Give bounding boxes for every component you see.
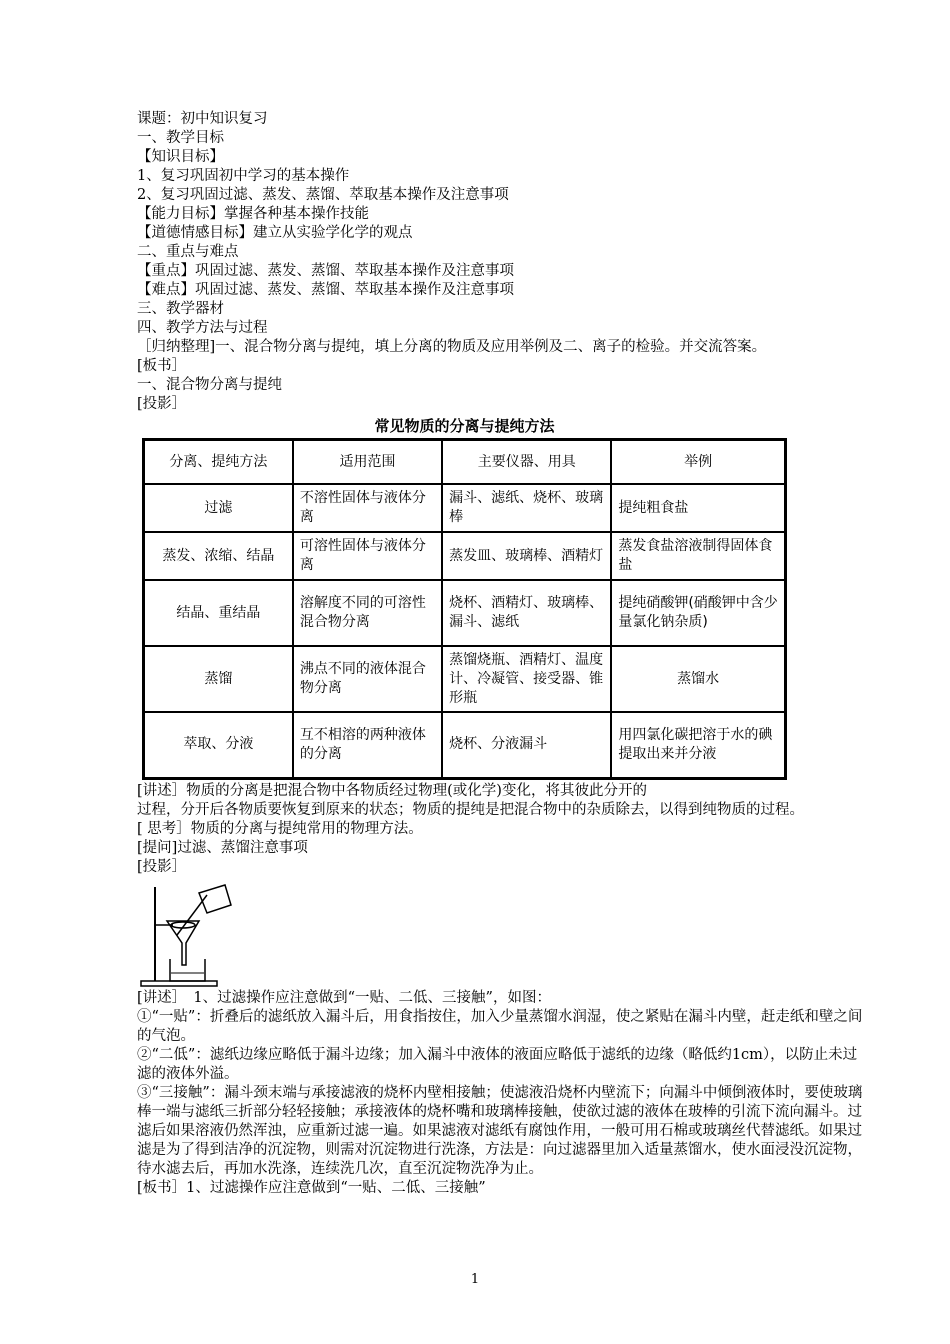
table-header-cell: 主要仪器、用具: [442, 440, 611, 485]
table-cell: 提纯硝酸钾(硝酸钾中含少量氯化钠杂质): [611, 580, 785, 646]
section-heading: 二、重点与难点: [137, 244, 239, 260]
text-line: [ 思考］物质的分离与提纯常用的物理方法。: [137, 820, 423, 837]
lecture-section: [137, 782, 867, 877]
filtration-notes: [137, 989, 867, 1198]
table-cell: 用四氯化碳把溶于水的碘提取出来并分液: [611, 712, 785, 778]
table-cell: 蒸发食盐溶液制得固体食盐: [611, 532, 785, 580]
table-cell: 蒸发、浓缩、结晶: [144, 532, 293, 580]
text-line: [投影］: [137, 858, 187, 875]
lesson-title: 课题：初中知识复习: [137, 111, 268, 127]
table-cell: 过滤: [144, 484, 293, 532]
table-cell: 烧杯、分液漏斗: [442, 712, 611, 778]
table-header-cell: 分离、提纯方法: [144, 440, 293, 485]
table-header-row: [144, 440, 786, 485]
section-heading: 一、教学目标: [137, 130, 224, 146]
text-line: 2、复习巩固过滤、蒸发、蒸馏、萃取基本操作及注意事项: [137, 187, 509, 203]
table-cell: 蒸馏: [144, 646, 293, 712]
text-paragraph: [讲述］ 1、过滤操作应注意做到“一贴、二低、三接触”，如图：: [137, 989, 551, 1006]
filtration-apparatus-figure: [137, 881, 867, 989]
text-line: 【道德情感目标】建立从实验学化学的观点: [137, 225, 413, 241]
table-row: [144, 646, 786, 712]
text-line: 【重点】巩固过滤、蒸发、蒸馏、萃取基本操作及注意事项: [137, 263, 514, 279]
separation-methods-table: [142, 438, 787, 780]
table-cell: 提纯粗食盐: [611, 484, 785, 532]
text-line: [投影］: [137, 396, 187, 412]
text-line: 【难点】巩固过滤、蒸发、蒸馏、萃取基本操作及注意事项: [137, 282, 514, 298]
table-cell: 沸点不同的液体混合物分离: [293, 646, 442, 712]
table-cell: 互不相溶的两种液体的分离: [293, 712, 442, 778]
table-cell: 不溶性固体与液体分离: [293, 484, 442, 532]
table-cell: 蒸馏水: [611, 646, 785, 712]
table-header-cell: 适用范围: [293, 440, 442, 485]
table-cell: 蒸馏烧瓶、酒精灯、温度计、冷凝管、接受器、锥形瓶: [442, 646, 611, 712]
table-row: [144, 580, 786, 646]
page-number: 1: [470, 1272, 480, 1287]
table-cell: 蒸发皿、玻璃棒、酒精灯: [442, 532, 611, 580]
table-cell: 漏斗、滤纸、烧杯、玻璃棒: [442, 484, 611, 532]
table-row: [144, 484, 786, 532]
text-line: 1、复习巩固初中学习的基本操作: [137, 168, 350, 184]
filtration-apparatus-icon: [137, 881, 237, 989]
text-paragraph: ③“三接触”：漏斗颈末端与承接滤液的烧杯内壁相接触；使滤液沿烧杯内壁流下；向漏斗中倾倒液体时，要使玻璃棒一端与滤纸三折部分轻轻接触；承接液体的烧杯嘴和玻璃棒接触，使欲过滤的液体在玻棒的引流下流向漏斗。过滤后如果溶液仍然浑浊，应重新过滤一遍。如果滤液对滤纸有腐蚀作用，一般可用石棉或玻璃丝代替滤纸。如果过滤是为了得到洁净的沉淀物，则需对沉淀物进行洗涤，方法是：向过滤器里加入适量蒸馏水，使水面浸没沉淀物，待水滤去后，再加水洗涤，连续洗几次，直至沉淀物洗净为止。: [137, 1084, 863, 1177]
table-cell: 萃取、分液: [144, 712, 293, 778]
text-line: 一、混合物分离与提纯: [137, 377, 282, 393]
text-line: 【能力目标】掌握各种基本操作技能: [137, 206, 369, 222]
table-cell: 可溶性固体与液体分离: [293, 532, 442, 580]
text-paragraph: ②“二低”：滤纸边缘应略低于漏斗边缘；加入漏斗中液体的液面应略低于滤纸的边缘（略低约1cm），以防止未过滤的液体外溢。: [137, 1046, 858, 1082]
text-line: [提问]过滤、蒸馏注意事项: [137, 839, 308, 856]
text-paragraph: ①“一贴”：折叠后的滤纸放入漏斗后，用食指按住，加入少量蒸馏水润湿，使之紧贴在漏斗内壁，赶走纸和壁之间的气泡。: [137, 1008, 863, 1044]
text-line: 过程，分开后各物质要恢复到原来的状态；物质的提纯是把混合物中的杂质除去，以得到纯物质的过程。: [137, 801, 804, 818]
text-line: ［归纳整理]一、混合物分离与提纯，填上分离的物质及应用举例及二、离子的检验。并交流答案。: [137, 339, 767, 355]
text-line: [讲述］物质的分离是把混合物中各物质经过物理(或化学)变化，将其彼此分开的: [137, 782, 647, 799]
section-heading: 三、教学器材: [137, 301, 224, 317]
section-heading: 四、教学方法与过程: [137, 320, 268, 336]
table-cell: 溶解度不同的可溶性混合物分离: [293, 580, 442, 646]
table-header-cell: 举例: [611, 440, 785, 485]
table-cell: 烧杯、酒精灯、玻璃棒、漏斗、滤纸: [442, 580, 611, 646]
document-body: [137, 110, 867, 1198]
text-line: 【知识目标】: [137, 149, 224, 165]
table-title: 常见物质的分离与提纯方法: [374, 417, 555, 435]
text-paragraph: [板书］1、过滤操作应注意做到“一贴、二低、三接触”: [137, 1179, 486, 1196]
table-cell: 结晶、重结晶: [144, 580, 293, 646]
table-row: [144, 532, 786, 580]
table-row: [144, 712, 786, 778]
lesson-header: [137, 110, 867, 414]
text-line: [板书］: [137, 358, 187, 374]
